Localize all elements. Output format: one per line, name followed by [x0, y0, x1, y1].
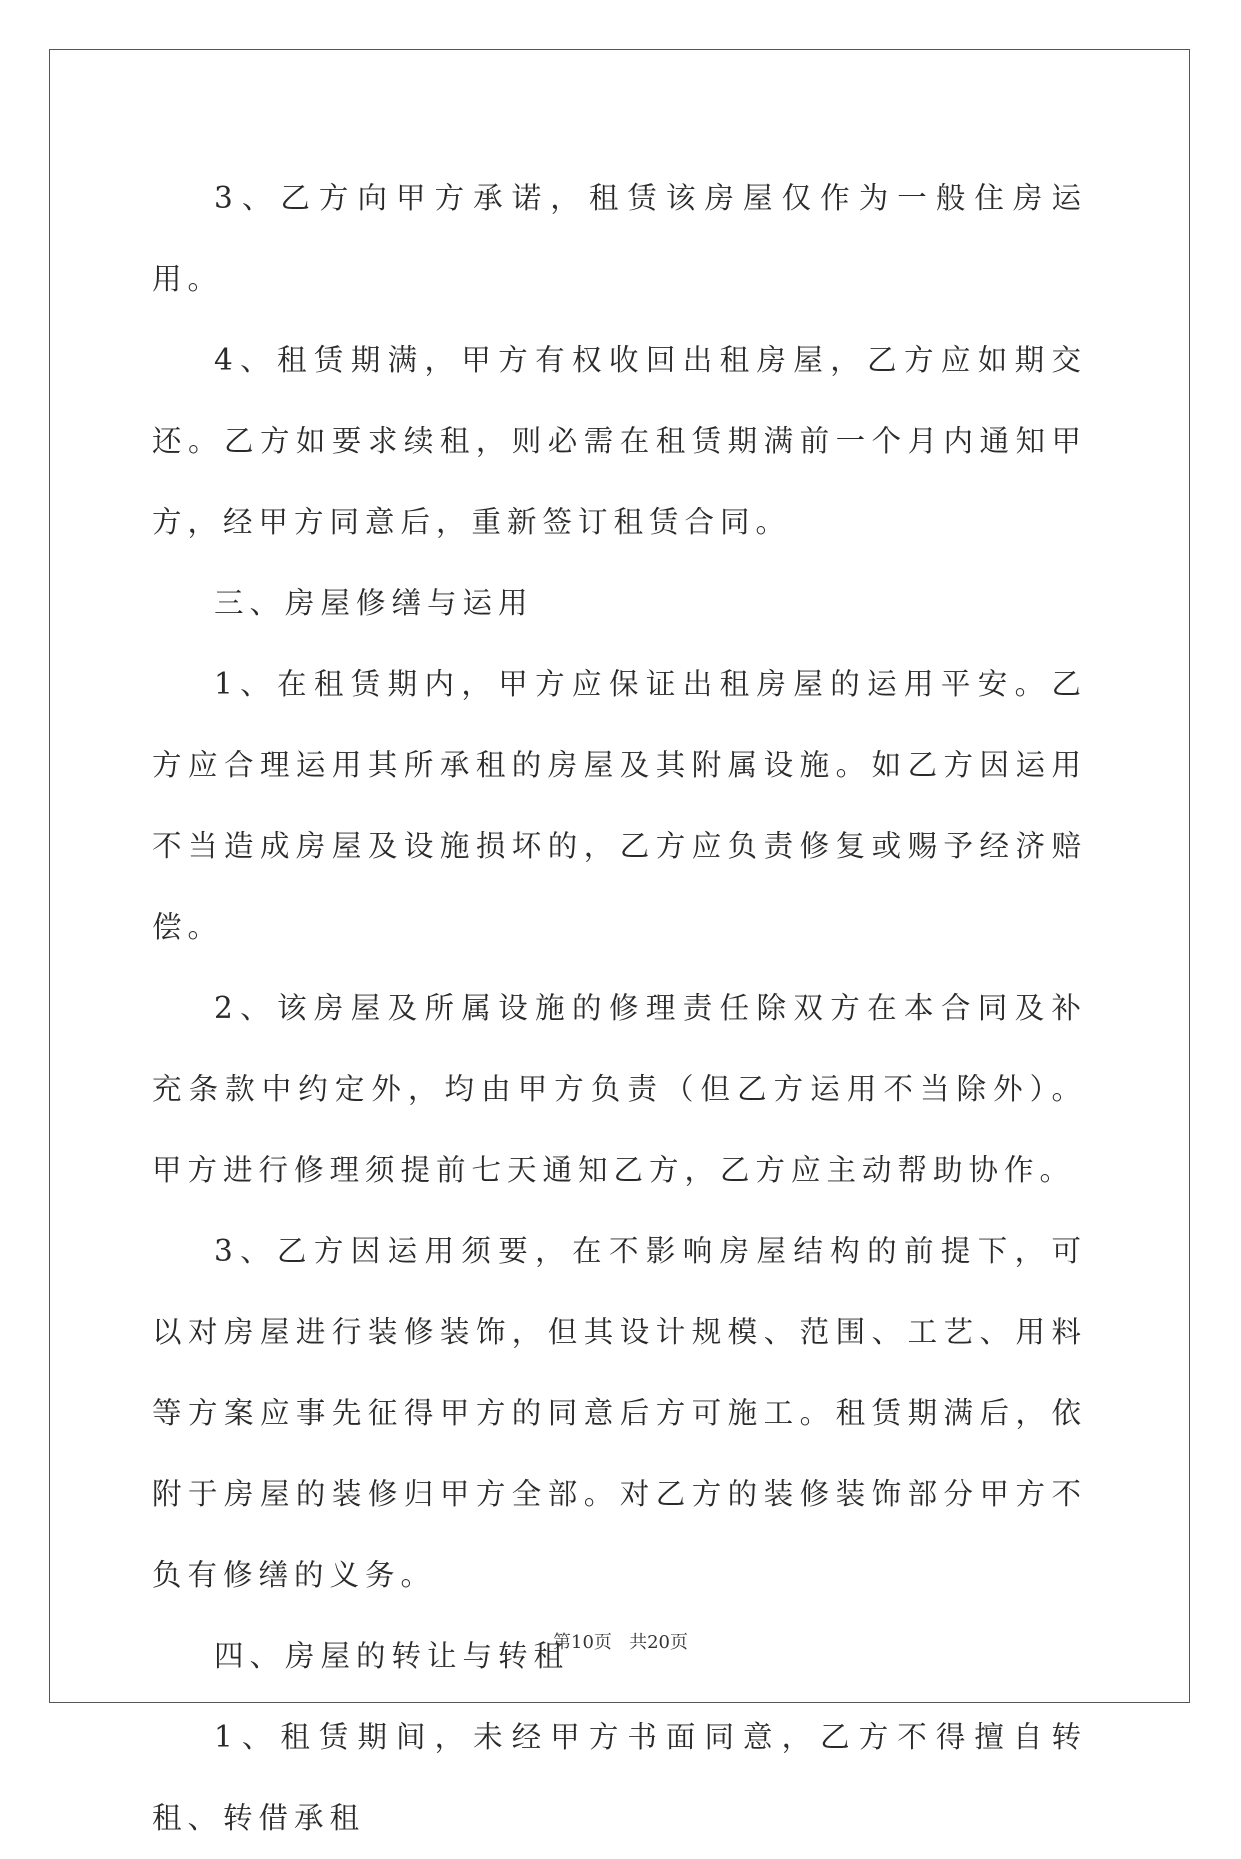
- page-footer: [0, 1628, 1241, 1654]
- section-heading-3: 三、房屋修缮与运用: [214, 586, 534, 620]
- page-number: 第10页: [553, 1632, 612, 1653]
- document-body: [152, 158, 1087, 1859]
- paragraph-repair-2: 2、该房屋及所属设施的修理责任除双方在本合同及补充条款中约定外，均由甲方负责（但乙方运用不当除外）。甲方进行修理须提前七天通知乙方，乙方应主动帮助协作。: [152, 991, 1087, 1187]
- paragraph-4: 4、租赁期满，甲方有权收回出租房屋，乙方应如期交还。乙方如要求续租，则必需在租赁期满前一个月内通知甲方，经甲方同意后，重新签订租赁合同。: [152, 343, 1087, 539]
- paragraph-3: 3、乙方向甲方承诺，租赁该房屋仅作为一般住房运用。: [152, 181, 1087, 296]
- paragraph-repair-1: 1、在租赁期内，甲方应保证出租房屋的运用平安。乙方应合理运用其所承租的房屋及其附属设施。如乙方因运用不当造成房屋及设施损坏的，乙方应负责修复或赐予经济赔偿。: [152, 667, 1087, 944]
- page-total: 共20页: [629, 1632, 688, 1653]
- paragraph-repair-3: 3、乙方因运用须要，在不影响房屋结构的前提下，可以对房屋进行装修装饰，但其设计规模、范围、工艺、用料等方案应事先征得甲方的同意后方可施工。租赁期满后，依附于房屋的装修归甲方全部。对乙方的装修装饰部分甲方不负有修缮的义务。: [152, 1234, 1087, 1592]
- paragraph-transfer-1: 1、租赁期间，未经甲方书面同意，乙方不得擅自转租、转借承租: [152, 1720, 1087, 1835]
- section-heading-4: 四、房屋的转让与转租: [214, 1639, 570, 1673]
